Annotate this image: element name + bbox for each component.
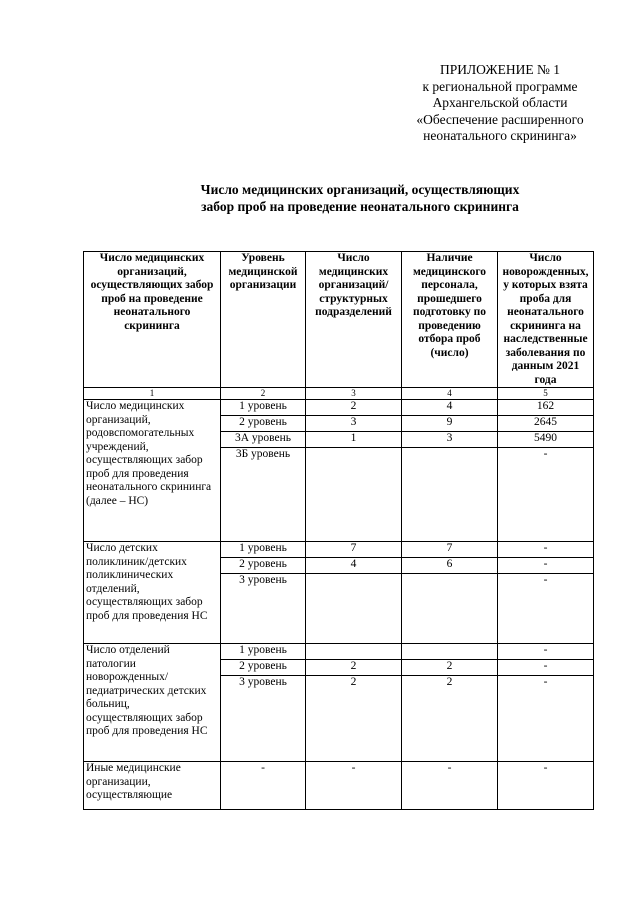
table-body xyxy=(84,252,594,810)
header-cell: Число медицинских организаций/ структурных подразделений xyxy=(306,252,402,388)
cell-level: 1 уровень xyxy=(221,644,306,660)
cell-orgs: 3 xyxy=(306,416,402,432)
header-row xyxy=(84,252,594,388)
cell-staff xyxy=(402,574,498,644)
appendix-line: «Обеспечение расширенного xyxy=(416,111,584,127)
cell-newborns: - xyxy=(498,558,594,574)
header-cell: Число новорожденных, у которых взята проба для неонатального скрининга на наследственные заболевания по данным 2021 года xyxy=(498,252,594,388)
cell-level: 3А уровень xyxy=(221,432,306,448)
appendix-line: к региональной программе xyxy=(422,78,578,94)
appendix-title: ПРИЛОЖЕНИЕ № 1 xyxy=(439,62,561,77)
header-cell: Наличие медицинского персонала, прошедшего подготовку по проведению отбора проб (число) xyxy=(402,252,498,388)
column-number: 1 xyxy=(84,388,221,400)
document-heading xyxy=(150,181,570,215)
cell-orgs xyxy=(306,644,402,660)
cell-orgs: 2 xyxy=(306,676,402,762)
cell-newborns: - xyxy=(498,542,594,558)
column-number: 3 xyxy=(306,388,402,400)
table-row xyxy=(84,762,594,810)
cell-level: 2 уровень xyxy=(221,660,306,676)
cell-orgs: 7 xyxy=(306,542,402,558)
cell-orgs xyxy=(306,448,402,542)
header-cell: Число медицинских организаций, осуществляющих забор проб на проведение неонатального скрининга xyxy=(84,252,221,388)
cell-staff: 9 xyxy=(402,416,498,432)
cell-level: 1 уровень xyxy=(221,542,306,558)
heading-line: Число медицинских организаций, осуществляющих xyxy=(200,182,520,197)
cell-orgs: 2 xyxy=(306,660,402,676)
cell-level: 2 уровень xyxy=(221,416,306,432)
cell-staff: 3 xyxy=(402,432,498,448)
cell-newborns: 5490 xyxy=(498,432,594,448)
appendix-line: Архангельской области xyxy=(432,95,568,110)
cell-orgs xyxy=(306,574,402,644)
row-group-label: Число медицинских организаций, родовспомогательных учреждений, осуществляющих забор проб для проведения неонатального скрининга (далее – НС) xyxy=(84,400,221,542)
column-number: 4 xyxy=(402,388,498,400)
cell-orgs: 2 xyxy=(306,400,402,416)
column-number: 5 xyxy=(498,388,594,400)
cell-staff: 2 xyxy=(402,676,498,762)
cell-orgs: 4 xyxy=(306,558,402,574)
column-number-row xyxy=(84,388,594,400)
cell-newborns: 2645 xyxy=(498,416,594,432)
cell-newborns: - xyxy=(498,448,594,542)
cell-newborns: - xyxy=(498,574,594,644)
header-cell: Уровень медицинской организации xyxy=(221,252,306,388)
cell-staff xyxy=(402,448,498,542)
cell-staff: 4 xyxy=(402,400,498,416)
heading-line: забор проб на проведение неонатального скрининга xyxy=(201,199,519,214)
appendix-line: неонатального скрининга» xyxy=(423,128,577,143)
column-number: 2 xyxy=(221,388,306,400)
cell-newborns: - xyxy=(498,660,594,676)
cell-level: 3 уровень xyxy=(221,574,306,644)
cell-level: 3 уровень xyxy=(221,676,306,762)
cell-staff: - xyxy=(402,762,498,810)
row-group-label: Число детских поликлиник/детских поликлинических отделений, осуществляющих забор проб для проведения НС xyxy=(84,542,221,644)
cell-newborns: 162 xyxy=(498,400,594,416)
row-group-label: Иные медицинские организации, осуществляющие xyxy=(84,762,221,810)
cell-level: - xyxy=(221,762,306,810)
row-group-label: Число отделений патологии новорожденных/педиатрических детских больниц, осуществляющих забор проб для проведения НС xyxy=(84,644,221,762)
cell-orgs: - xyxy=(306,762,402,810)
cell-newborns: - xyxy=(498,762,594,810)
appendix-block xyxy=(390,62,610,145)
table-row xyxy=(84,542,594,558)
cell-level: 1 уровень xyxy=(221,400,306,416)
table-row xyxy=(84,400,594,416)
cell-staff: 7 xyxy=(402,542,498,558)
cell-newborns: - xyxy=(498,676,594,762)
table-row xyxy=(84,644,594,660)
cell-orgs: 1 xyxy=(306,432,402,448)
screening-table xyxy=(83,251,594,810)
cell-staff xyxy=(402,644,498,660)
cell-level: 2 уровень xyxy=(221,558,306,574)
cell-staff: 6 xyxy=(402,558,498,574)
cell-staff: 2 xyxy=(402,660,498,676)
cell-level: 3Б уровень xyxy=(221,448,306,542)
cell-newborns: - xyxy=(498,644,594,660)
